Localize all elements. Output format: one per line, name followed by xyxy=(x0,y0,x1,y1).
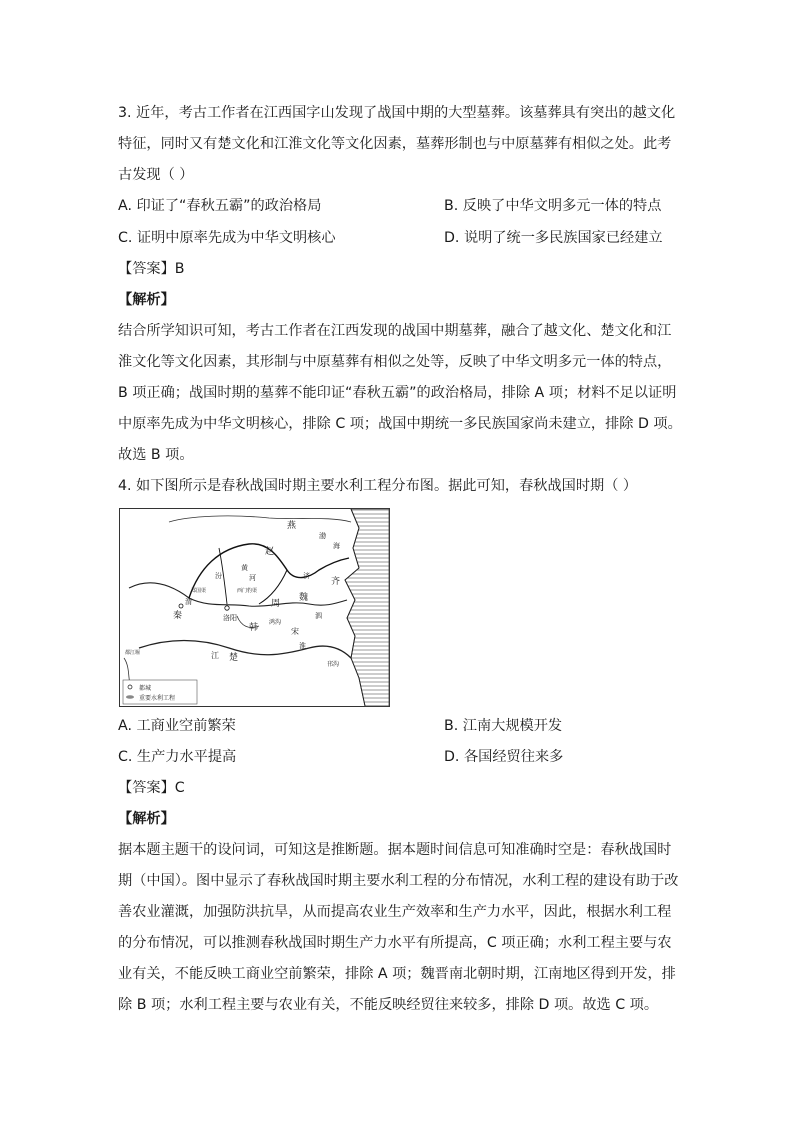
legend-capital-label: 都城 xyxy=(139,685,152,692)
q3-stem-line-1: 3. 近年，考古工作者在江西国字山发现了战国中期的大型墓葬。该墓葬具有突出的越文化 xyxy=(118,105,676,121)
q4-option-b: B. 江南大规模开发 xyxy=(444,718,563,734)
q3-analysis-line-1: 结合所学知识可知，考古工作者在江西发现的战国中期墓葬，融合了越文化、楚文化和江 xyxy=(118,323,672,339)
q4-analysis-line-3: 善农业灌溉，加强防洪抗旱，从而提高农业生产效率和生产力水平，因此，根据水利工程 xyxy=(118,904,672,920)
q3-option-c: C. 证明中原率先成为中华文明核心 xyxy=(118,230,336,246)
q3-analysis-line-5: 故选 B 项。 xyxy=(118,447,194,463)
q4-analysis-line-4: 的分布情况，可以推测春秋战国时期生产力水平有所提高，C 项正确；水利工程主要与农 xyxy=(118,935,672,951)
q3-analysis-line-4: 中原率先成为中华文明核心，排除 C 项；战国中期统一多民族国家尚未建立，排除 D 项。 xyxy=(118,416,682,432)
label-wei-state: 魏 xyxy=(299,593,309,603)
q3-analysis-line-3: B 项正确；战国时期的墓葬不能印证“春秋五霸”的政治格局，排除 A 项；材料不足以证明 xyxy=(118,385,677,401)
legend-water-project-label: 重要水利工程 xyxy=(139,695,176,702)
water-projects-map xyxy=(119,508,390,707)
label-han: 韩 xyxy=(249,623,259,633)
q3-stem-line-3: 古发现（ ） xyxy=(118,167,194,183)
q4-option-c: C. 生产力水平提高 xyxy=(118,749,237,765)
label-qi: 齐 xyxy=(331,577,341,587)
q4-analysis-line-2: 期（中国）。图中显示了春秋战国时期主要水利工程的分布情况，水利工程的建设有助于改 xyxy=(118,873,679,889)
legend-water-project-symbol xyxy=(126,695,134,699)
q3-option-a: A. 印证了“春秋五霸”的政治格局 xyxy=(118,198,322,214)
q4-option-a: A. 工商业空前繁荣 xyxy=(118,718,236,734)
capital-marker-luoyang xyxy=(225,606,229,610)
q3-analysis-title: 【解析】 xyxy=(118,292,175,308)
q3-analysis-line-2: 淮文化等文化因素，其形制与中原墓葬有相似之处等，反映了中华文明多元一体的特点， xyxy=(118,354,672,370)
q3-stem-line-2: 特征，同时又有楚文化和江淮文化等文化因素，墓葬形制也与中原墓葬有相似之处。此考 xyxy=(118,136,672,152)
label-fen: 汾 xyxy=(215,572,222,580)
label-luoyang: 洛阳 xyxy=(223,614,237,622)
q4-analysis-line-1: 据本题主题干的设问词，可知这是推断题。据本题时间信息可知准确时空是：春秋战国时 xyxy=(118,842,672,858)
capital-marker-qin xyxy=(179,604,183,608)
label-huai: 淮 xyxy=(299,642,306,650)
q3-option-d: D. 说明了统一多民族国家已经建立 xyxy=(444,230,663,246)
label-honggou: 鸿沟 xyxy=(269,619,282,626)
label-zhou: 周 xyxy=(271,599,281,609)
label-dujiangyan: 都江堰 xyxy=(125,650,141,656)
q3-answer: 【答案】B xyxy=(118,261,185,277)
label-wei-river: 渭 xyxy=(185,598,192,606)
label-song: 宋 xyxy=(291,627,299,636)
label-hangou: 邗沟 xyxy=(327,661,340,668)
q4-answer: 【答案】C xyxy=(118,780,185,796)
label-jiang: 江 xyxy=(211,651,219,660)
label-zhao: 赵 xyxy=(265,547,275,557)
label-he: 河 xyxy=(249,574,256,582)
q4-analysis-title: 【解析】 xyxy=(118,811,175,827)
q4-option-d: D. 各国经贸往来多 xyxy=(444,749,564,765)
label-si: 泗 xyxy=(315,612,322,620)
q4-stem: 4. 如下图所示是春秋战国时期主要水利工程分布图。据此可知，春秋战国时期（ ） xyxy=(118,478,638,494)
label-yan: 燕 xyxy=(287,521,297,531)
label-zhengguo-canal: 郑国渠 xyxy=(191,588,207,594)
label-ximenbao-canal: 西门豹渠 xyxy=(237,588,258,594)
q4-analysis-line-5: 业有关，不能反映工商业空前繁荣，排除 A 项；魏晋南北朝时期，江南地区得到开发，排 xyxy=(118,966,676,982)
label-huang: 黄 xyxy=(241,564,248,572)
q3-option-b: B. 反映了中华文明多元一体的特点 xyxy=(444,198,662,214)
label-ji: 济 xyxy=(303,572,310,580)
label-bo: 渤 xyxy=(319,532,326,540)
label-hai: 海 xyxy=(333,542,340,550)
label-qin: 秦 xyxy=(173,611,183,621)
q4-analysis-line-6: 除 B 项；水利工程主要与农业有关，不能反映经贸往来较多，排除 D 项。故选 C 项。 xyxy=(118,997,659,1013)
legend-capital-symbol xyxy=(128,685,132,689)
label-chu: 楚 xyxy=(229,653,239,663)
